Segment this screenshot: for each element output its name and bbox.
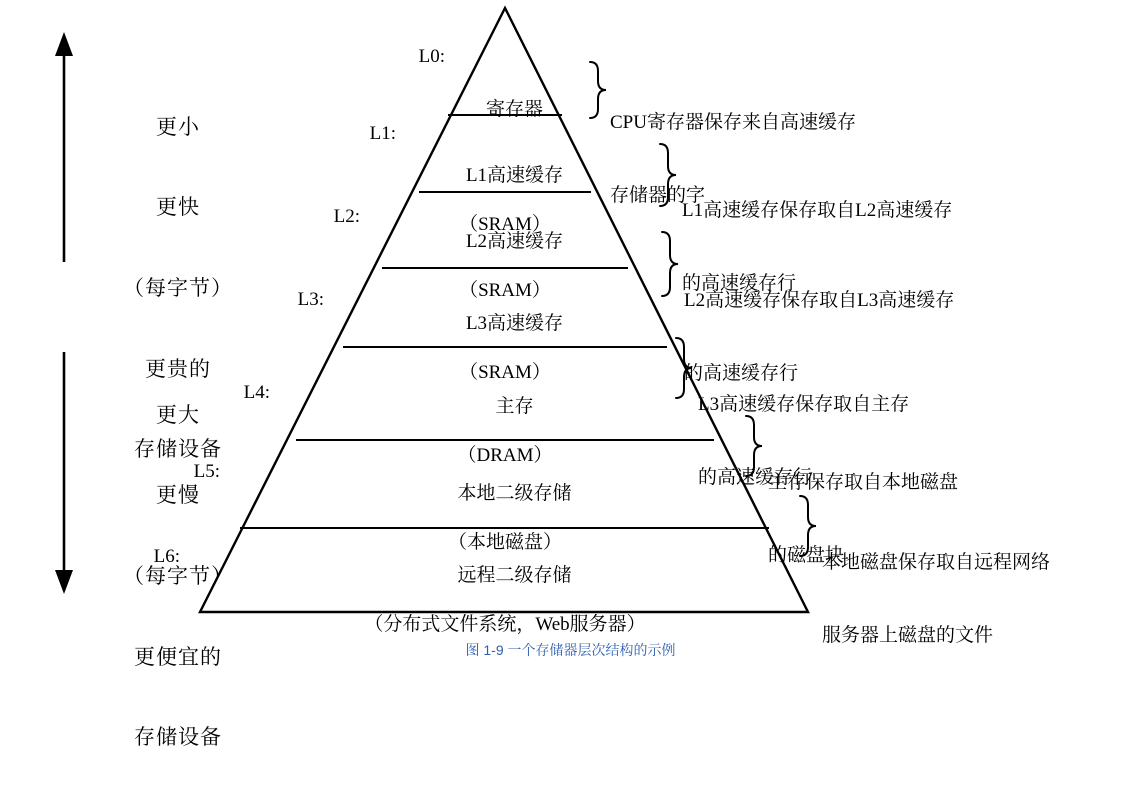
description-l3-line-2: 的高速缓存行: [698, 466, 813, 488]
annotation-lower-line-4: 更便宜的: [134, 644, 222, 669]
level-tag-l0: L0:: [418, 46, 445, 67]
down-arrow-icon: [55, 352, 73, 594]
level-sub-l4: （DRAM）: [457, 444, 553, 466]
description-l3-line-1: L3高速缓存保存取自主存: [698, 393, 910, 415]
level-name-l1: L1高速缓存: [465, 165, 564, 187]
level-sub-l6: （分布式文件系统，Web服务器）: [364, 613, 646, 635]
description-l5: [822, 502, 1141, 697]
level-name-l2: L2高速缓存: [465, 231, 564, 253]
level-label-l6: [325, 540, 685, 686]
description-l0-line-1: CPU寄存器保存来自高速缓存: [610, 111, 856, 133]
level-tag-l6: L6:: [153, 546, 180, 567]
annotation-lower-line-1: 更大: [156, 402, 200, 427]
annotation-upper-line-3: （每字节）: [123, 276, 233, 300]
brace-l0: [590, 62, 606, 118]
description-l1-line-1: L1高速缓存保存取自L2高速缓存: [682, 199, 953, 221]
annotation-upper-line-4: 更贵的: [145, 356, 211, 381]
level-sub-l1: （SRAM）: [459, 213, 551, 235]
level-name-l4: 主存: [495, 396, 534, 418]
level-name-l0: 寄存器: [485, 99, 543, 121]
level-sub-l2: （SRAM）: [459, 279, 551, 301]
level-tag-l3: L3:: [297, 289, 324, 310]
level-name-l5: 本地二级存储: [457, 483, 572, 505]
level-sub-l5: （本地磁盘）: [447, 531, 562, 553]
description-l0-line-2: 存储器的字: [610, 184, 706, 206]
level-tag-l1: L1:: [369, 123, 396, 144]
description-l4-line-2: 的磁盘块: [768, 544, 845, 566]
level-sub-l3: （SRAM）: [459, 361, 551, 383]
level-name-l6: 远程二级存储: [457, 565, 572, 587]
description-l2-line-2: 的高速缓存行: [684, 362, 799, 384]
annotation-upper-line-1: 更小: [156, 114, 200, 139]
description-l5-line-2: 服务器上磁盘的文件: [822, 624, 994, 646]
level-name-l3: L3高速缓存: [465, 313, 564, 335]
level-tag-l5: L5:: [193, 461, 220, 482]
level-tag-l4: L4:: [243, 382, 270, 403]
annotation-lower-line-2: 更慢: [156, 483, 200, 508]
description-l4-line-1: 主存保存取自本地磁盘: [768, 471, 959, 493]
up-arrow-icon: [55, 32, 73, 262]
level-label-l0: [420, 74, 590, 147]
annotation-lower: [88, 348, 268, 805]
level-tag-l2: L2:: [333, 206, 360, 227]
annotation-lower-line-3: （每字节）: [123, 564, 233, 588]
description-l5-line-1: 本地磁盘保存取自远程网络: [822, 551, 1051, 573]
description-l2-line-1: L2高速缓存保存取自L3高速缓存: [684, 289, 955, 311]
annotation-lower-line-5: 存储设备: [134, 725, 222, 750]
description-l1-line-2: 的高速缓存行: [682, 272, 797, 294]
figure-caption: 图 1-9 一个存储器层次结构的示例: [465, 642, 676, 658]
annotation-upper-line-2: 更快: [156, 195, 200, 220]
annotation-upper-line-5: 存储设备: [134, 437, 222, 462]
